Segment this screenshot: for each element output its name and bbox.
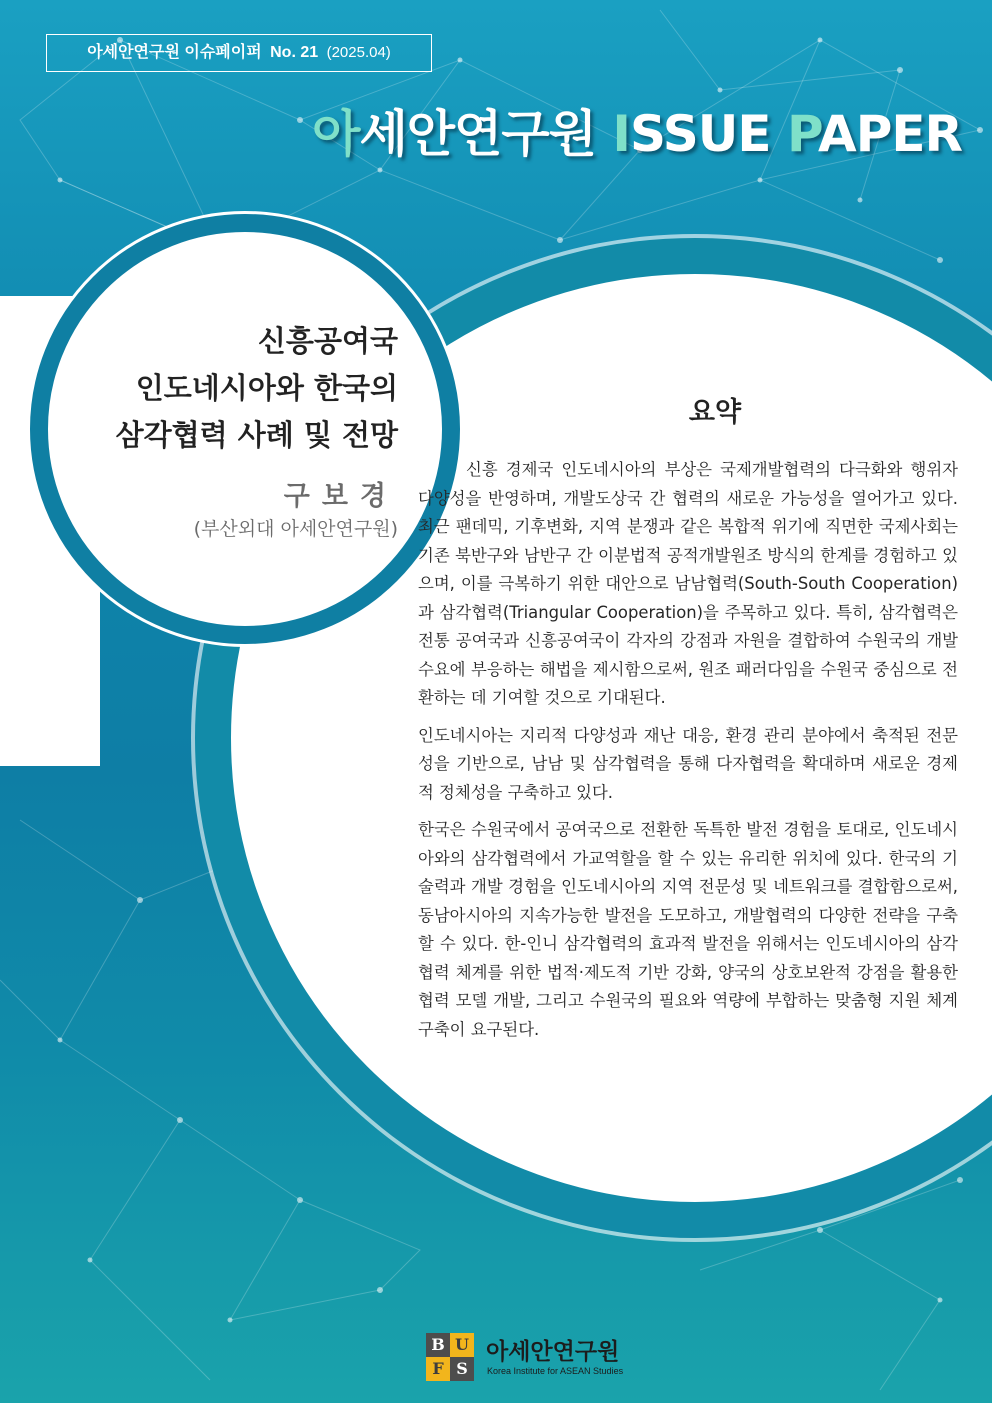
report-title	[116, 318, 398, 459]
logo-letter-u: U	[450, 1333, 474, 1357]
summary-paragraph-1: 신흥 경제국 인도네시아의 부상은 국제개발협력의 다극화와 행위자 다양성을 반영하며, 개발도상국 간 협력의 새로운 가능성을 열어가고 있다. 최근 팬데믹, 기후변화, 지역 분쟁과 같은 복합적 위기에 직면한 국제사회는 기존 북반구와 남반구 간 이분법적 공적개발원조 방식의 한계를 경험하고 있으며, 이를 극복하기 위한 대안으로 남남협력(South-South Cooperation)과 삼각협력(Triangular Cooperation)을 주목하고 있다. 특히, 삼각협력은 전통 공여국과 신흥공여국이 각자의 강점과 자원을 결합하여 수원국의 개발 수요에 부응하는 해법을 제시함으로써, 원조 패러다임을 수원국 중심으로 전환하는 데 기여할 것으로 기대된다.	[418, 460, 958, 707]
masthead-part-2: SSUE	[629, 105, 787, 163]
masthead-accent-2: I	[612, 105, 630, 163]
issue-badge	[46, 34, 432, 72]
masthead-part-1: 세안연구원	[359, 105, 613, 163]
logo-letter-f: F	[426, 1357, 450, 1381]
author-affiliation: (부산외대 아세안연구원)	[193, 518, 398, 540]
masthead-title	[312, 94, 962, 166]
author-name: 구보경	[283, 481, 398, 512]
logo-letter-b: B	[426, 1333, 450, 1357]
logo-name: 아세안연구원	[486, 1339, 620, 1365]
masthead-part-3: APER	[818, 105, 962, 163]
title-line-1: 신흥공여국	[257, 324, 398, 358]
title-line-3: 삼각협력 사례 및 전망	[115, 418, 398, 452]
series-label: 아세안연구원 이슈페이퍼	[87, 44, 262, 61]
bufs-emblem	[426, 1333, 474, 1381]
summary-paragraph-2: 인도네시아는 지리적 다양성과 재난 대응, 환경 관리 분야에서 축적된 전문성을 기반으로, 남남 및 삼각협력을 통해 다자협력을 확대하며 새로운 경제적 정체성을 구축하고 있다.	[418, 725, 958, 802]
issue-date: (2025.04)	[326, 44, 391, 61]
title-line-2: 인도네시아와 한국의	[135, 371, 398, 405]
issue-number: No. 21	[270, 44, 319, 61]
masthead-accent-1: 아	[312, 105, 360, 163]
logo-subtitle: Korea Institute for ASEAN Studies	[487, 1366, 624, 1376]
masthead-accent-3: P	[786, 105, 818, 163]
summary-body	[418, 456, 958, 1053]
logo-letter-s: S	[450, 1357, 474, 1381]
summary-paragraph-3: 한국은 수원국에서 공여국으로 전환한 독특한 발전 경험을 토대로, 인도네시아와의 삼각협력에서 가교역할을 할 수 있는 유리한 위치에 있다. 한국의 기술력과 개발 경험을 인도네시아의 지역 전문성 및 네트워크를 결합함으로써, 동남아시아의 지속가능한 발전을 도모하고, 개발협력의 다양한 전략을 구축할 수 있다. 한-인니 삼각협력의 효과적 발전을 위해서는 인도네시아의 삼각협력 체계를 위한 법적·제도적 기반 강화, 양국의 상호보완적 강점을 활용한 협력 모델 개발, 그리고 수원국의 필요와 역량에 부합하는 맞춤형 지원 체계 구축이 요구된다.	[418, 820, 958, 1039]
summary-heading: 요약	[688, 397, 742, 428]
